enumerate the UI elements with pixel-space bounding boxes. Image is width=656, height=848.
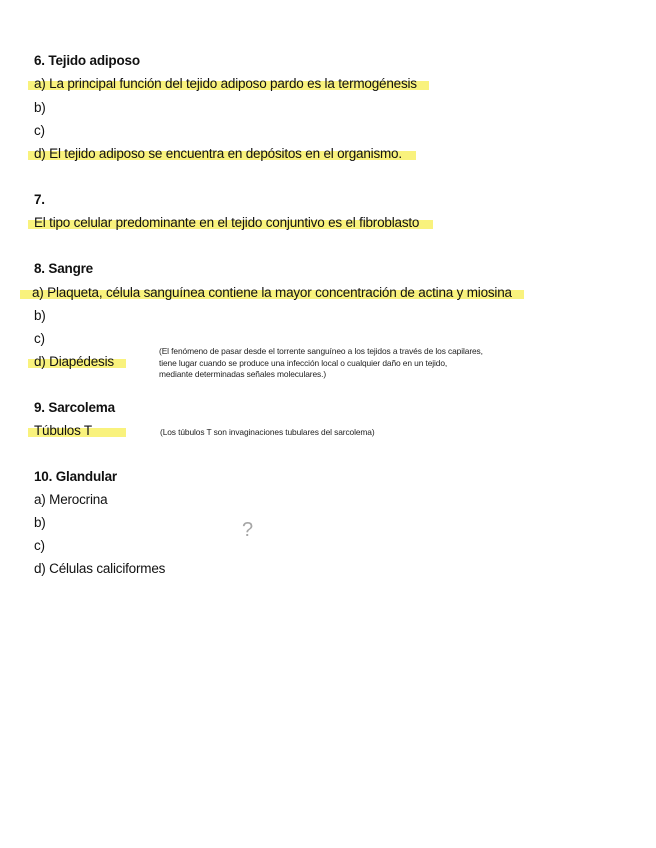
q10-option-b: b)	[34, 515, 46, 530]
q8-title: 8. Sangre	[34, 261, 93, 276]
q8-note-line: tiene lugar cuando se produce una infección local o cualquier daño en un tejido,	[159, 357, 448, 368]
q8-note-line: mediante determinadas señales moleculares.)	[159, 369, 327, 379]
q8-note	[159, 346, 483, 381]
q6-option-a-text: a) La principal función del tejido adiposo pardo es la termogénesis	[28, 76, 429, 91]
q8-option-d	[34, 353, 126, 371]
q10-option-c: c)	[34, 538, 45, 553]
question-mark-icon: ?	[242, 519, 254, 541]
q6-option-d-text: d) El tejido adiposo se encuentra en depósitos en el organismo.	[28, 146, 416, 161]
q9-answer-text: Túbulos T	[28, 423, 126, 438]
q6-option-b: b)	[34, 100, 46, 115]
q8-option-b: b)	[34, 308, 46, 323]
q8-option-c: c)	[34, 331, 45, 346]
q7-answer	[34, 214, 433, 232]
q6-option-c: c)	[34, 123, 45, 138]
q10-title: 10. Glandular	[34, 469, 117, 484]
q10-option-a: a) Merocrina	[34, 492, 108, 507]
q7-answer-text: El tipo celular predominante en el tejido conjuntivo es el fibroblasto	[28, 215, 433, 230]
q6-option-a	[34, 75, 429, 93]
q9-answer	[34, 422, 126, 440]
q7-title: 7.	[34, 192, 45, 207]
q8-option-a	[34, 284, 524, 302]
q9-title: 9. Sarcolema	[34, 400, 115, 415]
q10-option-d: d) Células caliciformes	[34, 561, 166, 576]
q9-note: (Los túbulos T son invaginaciones tubulares del sarcolema)	[160, 427, 375, 437]
q8-option-d-text: d) Diapédesis	[28, 354, 126, 369]
q6-title: 6. Tejido adiposo	[34, 53, 140, 68]
q6-option-d	[34, 145, 416, 163]
q8-option-a-text: a) Plaqueta, célula sanguínea contiene la mayor concentración de actina y miosina	[20, 285, 524, 300]
q8-note-line: (El fenómeno de pasar desde el torrente sanguíneo a los tejidos a través de los capilares,	[159, 346, 483, 356]
